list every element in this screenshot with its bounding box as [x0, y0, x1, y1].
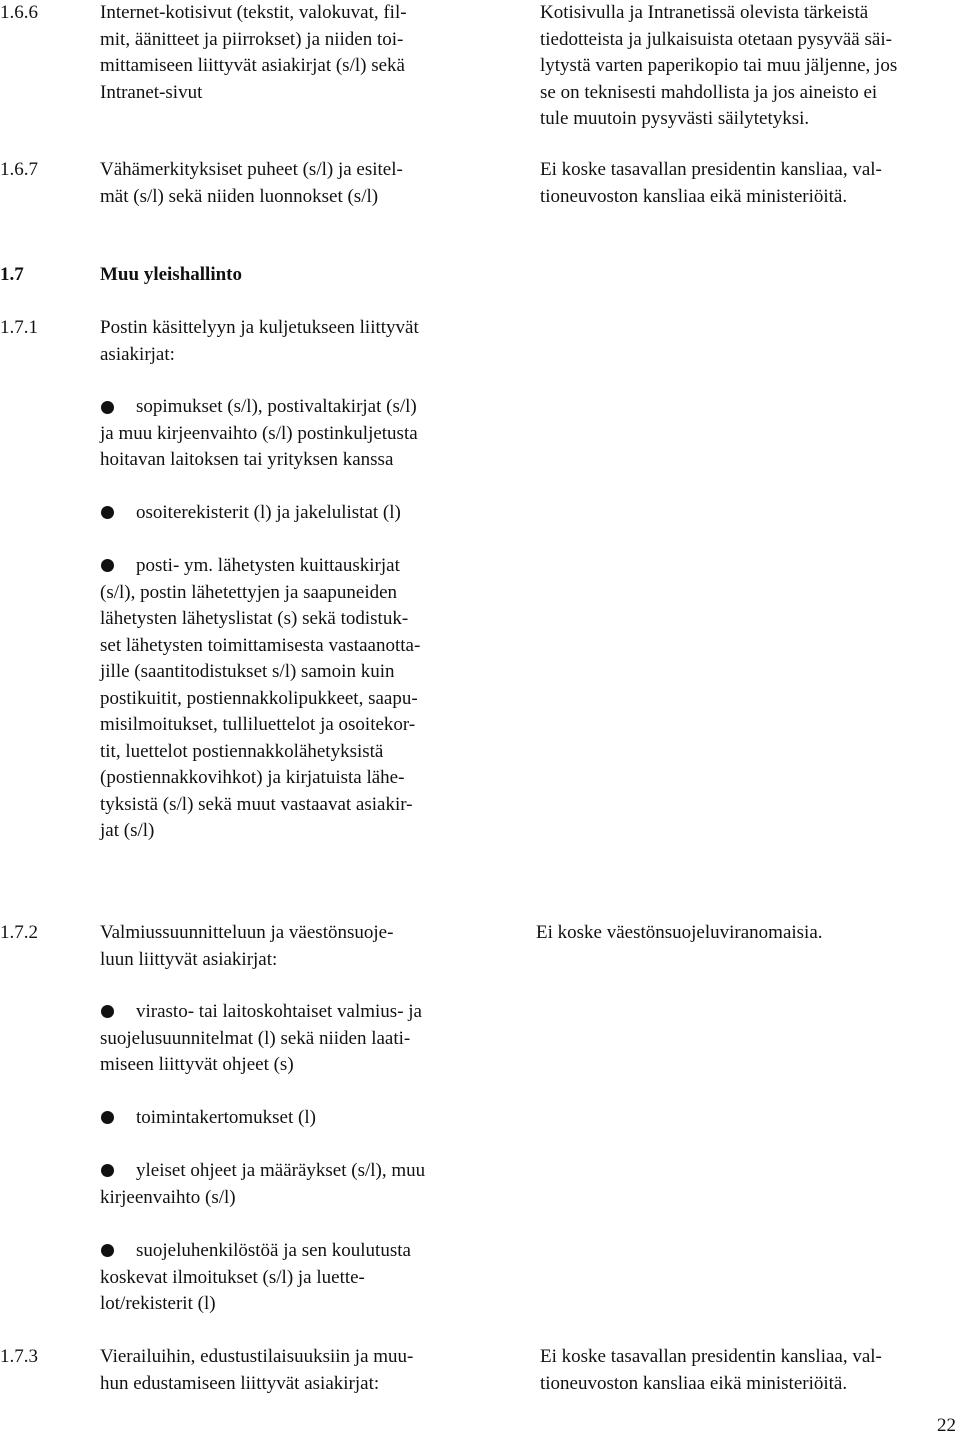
- list-item: virasto- tai laitoskohtaiset valmius- ja suojelusuunnitelmat (l) sekä niiden laati- miseen liittyvät ohjeet (s): [100, 1001, 422, 1075]
- list-item: toimintakertomukset (l): [136, 1107, 316, 1128]
- page-number: 22: [937, 1415, 956, 1436]
- item-title-1-7-1: Postin käsittelyyn ja kuljetukseen liittyvät asiakirjat:: [100, 317, 419, 365]
- list-item: suojeluhenkilöstöä ja sen koulutusta koskevat ilmoitukset (s/l) ja luette- lot/rekisterit (l): [100, 1240, 411, 1314]
- item-title-1-7-3: Vierailuihin, edustustilaisuuksiin ja muu- hun edustamiseen liittyvät asiakirjat:: [100, 1346, 414, 1394]
- item-note-1-6-6: Kotisivulla ja Intranetissä olevista tärkeistä tiedotteista ja julkaisuista otetaan pysyvää säi- lytystä varten paperikopio tai muu jäljenne, jos se on teknisesti mahdollista ja jos aineisto ei tule muutoin pysyvästi säilytetyksi.: [540, 2, 898, 129]
- item-title-1-6-6: Internet-kotisivut (tekstit, valokuvat, fil- mit, äänitteet ja piirrokset) ja niiden toi- mittamiseen liittyvät asiakirjat (s/l) sekä Intranet-sivut: [100, 2, 407, 103]
- item-number-1-6-7: 1.6.7: [0, 159, 38, 180]
- section-number: 1.7: [0, 264, 24, 285]
- item-number-1-7-3: 1.7.3: [0, 1346, 38, 1367]
- item-title-1-6-7: Vähämerkityksiset puheet (s/l) ja esitel- mät (s/l) sekä niiden luonnokset (s/l): [100, 159, 403, 207]
- list-item: yleiset ohjeet ja määräykset (s/l), muu kirjeenvaihto (s/l): [100, 1160, 426, 1208]
- item-number-1-6-6: 1.6.6: [0, 2, 38, 23]
- item-number-1-7-1: 1.7.1: [0, 317, 38, 338]
- item-note-1-7-3: Ei koske tasavallan presidentin kansliaa, val- tioneuvoston kansliaa eikä ministeriöitä.: [540, 1346, 882, 1394]
- item-note-1-7-2: Ei koske väestönsuojeluviranomaisia.: [536, 922, 823, 943]
- item-title-1-7-2: Valmiussuunnitteluun ja väestönsuoje- luun liittyvät asiakirjat:: [100, 922, 394, 970]
- list-item: posti- ym. lähetysten kuittauskirjat (s/l), postin lähetettyjen ja saapuneiden lähetysten lähetyslistat (s) sekä todistuk- set lähetysten toimittamisesta vastaanotta- jille (saantitodistukset s/l) samoin kuin postikuitit, postiennakkolipukkeet, saapu- misilmoitukset, tulliluettelot ja osoitekor- tit, luettelot postiennakkolähetyksistä (postiennakkovihkot) ja kirjatuista lähe- tyksistä (s/l) sekä muut vastaavat asiakir- jat (s/l): [100, 555, 421, 841]
- list-item: osoiterekisterit (l) ja jakelulistat (l): [136, 502, 401, 523]
- item-number-1-7-2: 1.7.2: [0, 922, 38, 943]
- list-item: sopimukset (s/l), postivaltakirjat (s/l) ja muu kirjeenvaihto (s/l) postinkuljetusta hoitavan laitoksen tai yrityksen kanssa: [100, 396, 418, 470]
- item-note-1-6-7: Ei koske tasavallan presidentin kansliaa, val- tioneuvoston kansliaa eikä ministeriöitä.: [540, 159, 882, 207]
- section-title: Muu yleishallinto: [100, 264, 242, 285]
